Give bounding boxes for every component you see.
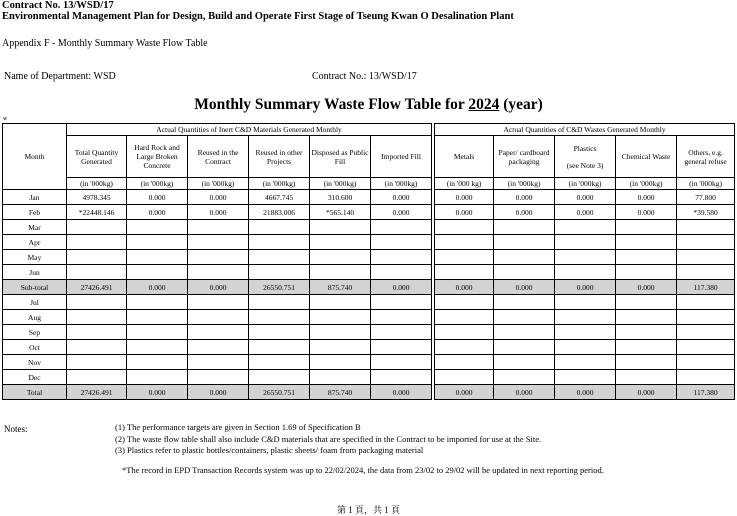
value-cell bbox=[127, 355, 188, 370]
value-cell: 0.000 bbox=[435, 385, 494, 400]
value-cell bbox=[494, 295, 555, 310]
value-cell bbox=[677, 265, 735, 280]
value-cell: 21883.006 bbox=[249, 205, 310, 220]
contract-number: Contract No.: 13/WSD/17 bbox=[312, 71, 417, 82]
column-header: Reused in the Contract bbox=[188, 136, 249, 178]
value-cell bbox=[188, 310, 249, 325]
value-cell: 0.000 bbox=[435, 190, 494, 205]
value-cell: 0.000 bbox=[371, 205, 432, 220]
value-cell bbox=[616, 370, 677, 385]
value-cell bbox=[127, 250, 188, 265]
value-cell bbox=[188, 235, 249, 250]
value-cell bbox=[677, 250, 735, 265]
notes-list bbox=[115, 422, 541, 457]
table-row bbox=[3, 295, 735, 310]
value-cell bbox=[616, 220, 677, 235]
unit-cell: (in '000kg) bbox=[67, 178, 127, 190]
unit-cell: (in '000kg) bbox=[310, 178, 371, 190]
value-cell bbox=[677, 325, 735, 340]
value-cell bbox=[555, 220, 616, 235]
value-cell bbox=[249, 250, 310, 265]
value-cell bbox=[67, 220, 127, 235]
value-cell bbox=[435, 265, 494, 280]
value-cell bbox=[494, 325, 555, 340]
plastics-label: Plastics bbox=[573, 143, 597, 153]
project-heading: Environmental Management Plan for Design, Build and Operate First Stage of Tseung Kwan O Desalination Plant bbox=[2, 11, 514, 22]
cd-group-header: Actual Quantities of C&D Wastes Generated Monthly bbox=[435, 124, 735, 136]
column-header: Imported Fill bbox=[371, 136, 432, 178]
title-prefix: Monthly Summary Waste Flow Table for bbox=[194, 96, 469, 113]
value-cell: 0.000 bbox=[371, 385, 432, 400]
record-note: *The record in EPD Transaction Records system was up to 22/02/2024, the data from 23/02 to 29/02 will be updated in next reporting period. bbox=[122, 465, 604, 475]
value-cell bbox=[310, 235, 371, 250]
value-cell: 0.000 bbox=[616, 385, 677, 400]
value-cell: 117.380 bbox=[677, 385, 735, 400]
value-cell bbox=[555, 340, 616, 355]
table-row bbox=[3, 280, 735, 295]
value-cell bbox=[616, 355, 677, 370]
value-cell bbox=[310, 220, 371, 235]
value-cell bbox=[127, 370, 188, 385]
value-cell bbox=[188, 220, 249, 235]
column-header: Others, e.g. general refuse bbox=[677, 136, 735, 178]
unit-cell: (in '000kg) bbox=[127, 178, 188, 190]
value-cell bbox=[371, 370, 432, 385]
value-cell bbox=[494, 370, 555, 385]
value-cell: 0.000 bbox=[188, 190, 249, 205]
value-cell: 0.000 bbox=[435, 205, 494, 220]
value-cell bbox=[67, 265, 127, 280]
unit-cell: (in '000kg) bbox=[494, 178, 555, 190]
note-item: (3) Plastics refer to plastic bottles/containers, plastic sheets/ foam from packaging material bbox=[115, 445, 424, 455]
value-cell bbox=[310, 355, 371, 370]
value-cell bbox=[435, 310, 494, 325]
value-cell bbox=[616, 295, 677, 310]
value-cell: 0.000 bbox=[555, 385, 616, 400]
month-cell: Apr bbox=[3, 235, 67, 250]
value-cell bbox=[310, 340, 371, 355]
value-cell bbox=[616, 250, 677, 265]
value-cell: 26550.751 bbox=[249, 385, 310, 400]
value-cell: 0.000 bbox=[127, 205, 188, 220]
value-cell bbox=[127, 265, 188, 280]
value-cell bbox=[127, 340, 188, 355]
month-cell: Dec bbox=[3, 370, 67, 385]
value-cell: 77.800 bbox=[677, 190, 735, 205]
value-cell bbox=[67, 310, 127, 325]
value-cell: 4667.745 bbox=[249, 190, 310, 205]
value-cell bbox=[310, 265, 371, 280]
value-cell: 0.000 bbox=[616, 190, 677, 205]
table-row bbox=[3, 190, 735, 205]
value-cell bbox=[310, 295, 371, 310]
column-header: Total Quantity Generated bbox=[67, 136, 127, 178]
value-cell bbox=[555, 265, 616, 280]
value-cell bbox=[371, 310, 432, 325]
value-cell bbox=[555, 325, 616, 340]
value-cell bbox=[435, 355, 494, 370]
value-cell bbox=[127, 220, 188, 235]
value-cell: *39.580 bbox=[677, 205, 735, 220]
value-cell bbox=[555, 295, 616, 310]
month-cell: May bbox=[3, 250, 67, 265]
month-header: Month bbox=[3, 124, 67, 190]
value-cell bbox=[494, 250, 555, 265]
value-cell bbox=[310, 325, 371, 340]
value-cell bbox=[494, 220, 555, 235]
value-cell bbox=[677, 310, 735, 325]
value-cell: 0.000 bbox=[127, 385, 188, 400]
value-cell: *565.140 bbox=[310, 205, 371, 220]
contract-heading: Contract No. 13/WSD/17 bbox=[2, 0, 114, 11]
value-cell: 0.000 bbox=[616, 280, 677, 295]
value-cell: 0.000 bbox=[188, 205, 249, 220]
value-cell bbox=[494, 265, 555, 280]
value-cell: 27426.491 bbox=[67, 280, 127, 295]
value-cell bbox=[188, 295, 249, 310]
value-cell bbox=[249, 325, 310, 340]
value-cell bbox=[555, 235, 616, 250]
value-cell bbox=[67, 325, 127, 340]
value-cell bbox=[555, 250, 616, 265]
value-cell bbox=[249, 220, 310, 235]
value-cell: 0.000 bbox=[555, 205, 616, 220]
value-cell bbox=[435, 325, 494, 340]
appendix-title: Appendix F - Monthly Summary Waste Flow Table bbox=[2, 38, 208, 49]
value-cell bbox=[249, 265, 310, 280]
value-cell bbox=[188, 265, 249, 280]
value-cell bbox=[310, 370, 371, 385]
unit-cell: (in '000kg) bbox=[616, 178, 677, 190]
value-cell bbox=[127, 325, 188, 340]
month-cell: Total bbox=[3, 385, 67, 400]
note-item: (1) The performance targets are given in Section 1.69 of Specification B bbox=[115, 422, 361, 432]
value-cell: 875.740 bbox=[310, 280, 371, 295]
value-cell bbox=[435, 340, 494, 355]
value-cell bbox=[677, 355, 735, 370]
value-cell bbox=[435, 370, 494, 385]
value-cell bbox=[555, 370, 616, 385]
table-row bbox=[3, 250, 735, 265]
column-header bbox=[555, 136, 616, 178]
column-header: Chemical Waste bbox=[616, 136, 677, 178]
value-cell bbox=[249, 310, 310, 325]
value-cell: 0.000 bbox=[188, 280, 249, 295]
value-cell bbox=[494, 310, 555, 325]
value-cell: *22448.146 bbox=[67, 205, 127, 220]
value-cell bbox=[435, 220, 494, 235]
value-cell bbox=[435, 235, 494, 250]
value-cell: 0.000 bbox=[494, 385, 555, 400]
column-header: Disposed as Public Fill bbox=[310, 136, 371, 178]
column-header: Hard Rock and Large Broken Concrete bbox=[127, 136, 188, 178]
month-cell: Oct bbox=[3, 340, 67, 355]
value-cell: 0.000 bbox=[127, 280, 188, 295]
value-cell: 875.740 bbox=[310, 385, 371, 400]
value-cell bbox=[371, 355, 432, 370]
value-cell bbox=[371, 265, 432, 280]
value-cell bbox=[67, 295, 127, 310]
value-cell bbox=[127, 310, 188, 325]
value-cell bbox=[677, 235, 735, 250]
value-cell: 117.380 bbox=[677, 280, 735, 295]
month-cell: Sub-total bbox=[3, 280, 67, 295]
waste-flow-table bbox=[2, 123, 735, 400]
month-cell: Jan bbox=[3, 190, 67, 205]
value-cell: 26550.751 bbox=[249, 280, 310, 295]
notes-label: Notes: bbox=[4, 424, 28, 434]
value-cell bbox=[616, 265, 677, 280]
value-cell bbox=[188, 340, 249, 355]
value-cell bbox=[67, 370, 127, 385]
value-cell bbox=[435, 295, 494, 310]
value-cell bbox=[188, 250, 249, 265]
value-cell: 0.000 bbox=[494, 205, 555, 220]
title-year: 2024 bbox=[468, 96, 500, 113]
unit-cell: (in '000kg) bbox=[677, 178, 735, 190]
value-cell bbox=[371, 235, 432, 250]
month-cell: Jul bbox=[3, 295, 67, 310]
unit-cell: (in '000kg) bbox=[249, 178, 310, 190]
value-cell bbox=[188, 325, 249, 340]
value-cell: 0.000 bbox=[127, 190, 188, 205]
value-cell bbox=[555, 355, 616, 370]
month-cell: Nov bbox=[3, 355, 67, 370]
value-cell bbox=[616, 310, 677, 325]
page-footer: 第 1 頁，共 1 頁 bbox=[336, 505, 400, 515]
value-cell bbox=[249, 295, 310, 310]
month-cell: Feb bbox=[3, 205, 67, 220]
value-cell: 0.000 bbox=[494, 280, 555, 295]
table-row bbox=[3, 325, 735, 340]
table-row bbox=[3, 355, 735, 370]
value-cell bbox=[67, 250, 127, 265]
value-cell bbox=[127, 295, 188, 310]
month-cell: Jun bbox=[3, 265, 67, 280]
column-header: Metals bbox=[435, 136, 494, 178]
table-row bbox=[3, 340, 735, 355]
table-row bbox=[3, 310, 735, 325]
value-cell bbox=[494, 235, 555, 250]
value-cell bbox=[249, 355, 310, 370]
table-title bbox=[0, 96, 737, 114]
value-cell bbox=[371, 220, 432, 235]
table-row bbox=[3, 265, 735, 280]
value-cell bbox=[67, 235, 127, 250]
value-cell bbox=[67, 355, 127, 370]
value-cell bbox=[249, 340, 310, 355]
value-cell: 0.000 bbox=[555, 190, 616, 205]
column-header: Paper/ cardboard packaging bbox=[494, 136, 555, 178]
value-cell bbox=[494, 340, 555, 355]
unit-cell: (in '000kg) bbox=[371, 178, 432, 190]
column-header: Reused in other Projects bbox=[249, 136, 310, 178]
table-row bbox=[3, 235, 735, 250]
unit-cell: (in '000 kg) bbox=[435, 178, 494, 190]
value-cell bbox=[310, 250, 371, 265]
value-cell bbox=[310, 310, 371, 325]
value-cell: 0.000 bbox=[371, 280, 432, 295]
value-cell: 27426.491 bbox=[67, 385, 127, 400]
value-cell: 0.000 bbox=[494, 190, 555, 205]
value-cell bbox=[127, 235, 188, 250]
value-cell bbox=[616, 340, 677, 355]
value-cell bbox=[555, 310, 616, 325]
month-cell: Aug bbox=[3, 310, 67, 325]
value-cell bbox=[249, 370, 310, 385]
value-cell bbox=[188, 355, 249, 370]
value-cell bbox=[188, 370, 249, 385]
department-name: Name of Department: WSD bbox=[4, 71, 116, 82]
value-cell: 310.600 bbox=[310, 190, 371, 205]
value-cell: 4978.345 bbox=[67, 190, 127, 205]
inert-group-header: Actual Quantities of Inert C&D Materials Generated Monthly bbox=[67, 124, 432, 136]
value-cell bbox=[67, 340, 127, 355]
value-cell bbox=[616, 235, 677, 250]
value-cell bbox=[677, 220, 735, 235]
value-cell bbox=[371, 325, 432, 340]
value-cell: 0.000 bbox=[188, 385, 249, 400]
value-cell: 0.000 bbox=[616, 205, 677, 220]
value-cell bbox=[616, 325, 677, 340]
month-cell: Sep bbox=[3, 325, 67, 340]
value-cell: 0.000 bbox=[371, 190, 432, 205]
value-cell bbox=[677, 340, 735, 355]
table-row bbox=[3, 205, 735, 220]
value-cell: 0.000 bbox=[555, 280, 616, 295]
unit-cell: (in '000kg) bbox=[555, 178, 616, 190]
value-cell bbox=[249, 235, 310, 250]
table-row bbox=[3, 220, 735, 235]
value-cell bbox=[677, 370, 735, 385]
unit-cell: (in '000kg) bbox=[188, 178, 249, 190]
month-cell: Mar bbox=[3, 220, 67, 235]
value-cell bbox=[494, 355, 555, 370]
value-cell bbox=[677, 295, 735, 310]
title-suffix: (year) bbox=[499, 96, 543, 113]
value-cell: 0.000 bbox=[435, 280, 494, 295]
value-cell bbox=[371, 340, 432, 355]
watermark-mark: w bbox=[3, 116, 8, 122]
value-cell bbox=[371, 295, 432, 310]
note-item: (2) The waste flow table shall also include C&D materials that are specified in the Contract to be imported for use at the Site. bbox=[115, 433, 542, 444]
plastics-note: (see Note 3) bbox=[566, 160, 604, 170]
value-cell bbox=[371, 250, 432, 265]
table-row bbox=[3, 370, 735, 385]
value-cell bbox=[435, 250, 494, 265]
table-row bbox=[3, 385, 735, 400]
